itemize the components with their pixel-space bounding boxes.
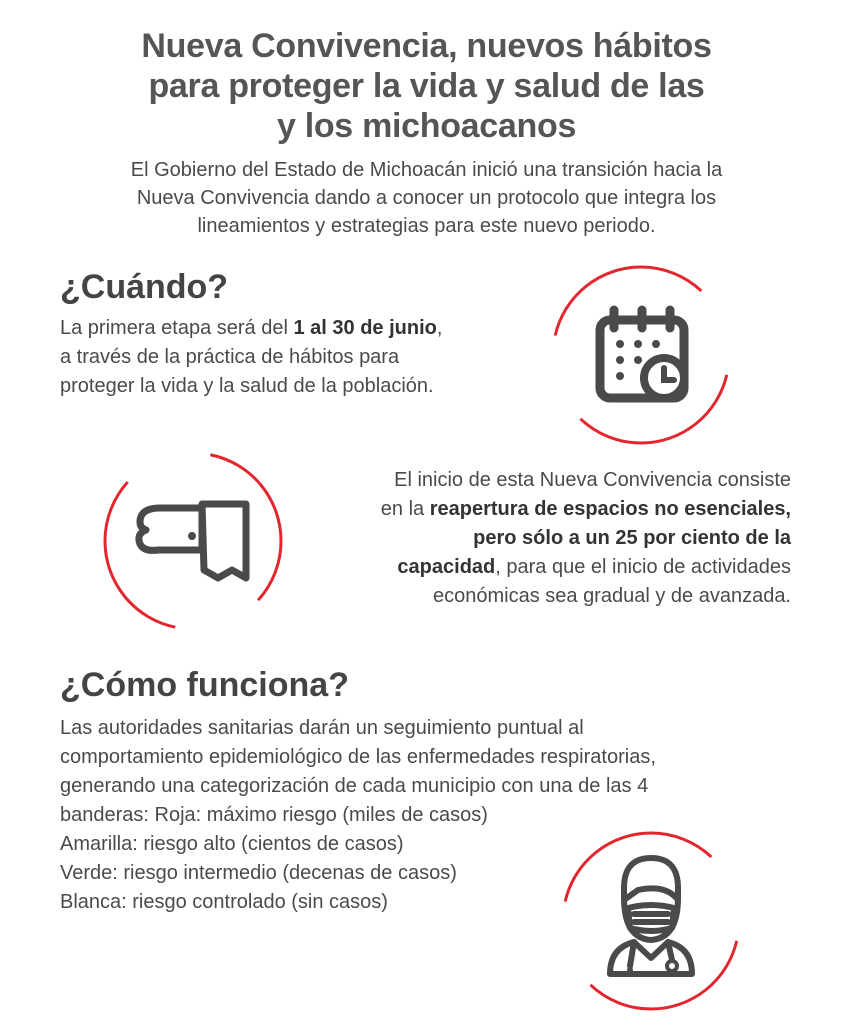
cuando-line-1-comma: ,	[436, 317, 443, 339]
como-line-7: Blanca: riesgo controlado (sin casos)	[60, 891, 388, 913]
cuando-line-1-text: La primera etapa será del	[60, 317, 294, 339]
inicio-line-5: económicas sea gradual y de avanzada.	[432, 585, 791, 607]
intro-paragraph	[0, 156, 853, 240]
inicio-line-4	[381, 553, 791, 582]
inicio-line-4-text: , para que el inicio de actividades	[495, 556, 791, 578]
cuando-line-3: proteger la vida y la salud de la población.	[60, 375, 434, 397]
cuando-line-1	[60, 314, 442, 343]
cuando-dates: 1 al 30 de junio	[293, 317, 437, 339]
inicio-line-2-bold: reapertura de espacios no esenciales,	[429, 498, 791, 520]
intro-line-2: Nueva Convivencia dando a conocer un protocolo que integra los	[136, 187, 717, 209]
inicio-line-1: El inicio de esta Nueva Convivencia consiste	[394, 469, 791, 491]
intro-line-3: lineamientos y estrategias para este nuevo periodo.	[197, 215, 656, 237]
cuando-line-2: a través de la práctica de hábitos para	[60, 346, 400, 368]
doctor-badge	[558, 828, 744, 1014]
como-line-1: Las autoridades sanitarias darán un seguimiento puntual al	[60, 717, 584, 739]
page-title	[0, 26, 853, 146]
doctor-mask-icon	[558, 828, 744, 1014]
como-line-6: Verde: riesgo intermedio (decenas de casos)	[60, 862, 457, 884]
title-line-3: y los michoacanos	[276, 107, 577, 145]
inicio-line-2	[381, 495, 791, 524]
title-line-1: Nueva Convivencia, nuevos hábitos	[141, 27, 712, 65]
como-line-5: Amarilla: riesgo alto (cientos de casos)	[60, 833, 404, 855]
como-heading: ¿Cómo funciona?	[60, 666, 349, 704]
como-line-3: generando una categorización de cada municipio con una de las 4	[60, 775, 649, 797]
inicio-line-4-bold: capacidad	[397, 556, 496, 578]
inicio-paragraph	[381, 466, 791, 611]
como-line-4: banderas: Roja: máximo riesgo (miles de casos)	[60, 804, 488, 826]
cuando-heading: ¿Cuándo?	[60, 268, 229, 306]
title-line-2: para proteger la vida y salud de las	[148, 67, 705, 105]
calendar-clock-icon	[548, 262, 734, 448]
hand-icon	[100, 448, 286, 634]
hand-badge	[100, 448, 286, 634]
cuando-paragraph	[60, 314, 442, 401]
inicio-line-3	[381, 524, 791, 553]
intro-line-1: El Gobierno del Estado de Michoacán inició una transición hacia la	[130, 159, 723, 181]
inicio-line-3-bold: pero sólo a un 25 por ciento de la	[473, 527, 791, 549]
inicio-line-2-text: en la	[380, 498, 430, 520]
calendar-badge	[548, 262, 734, 448]
como-line-2: comportamiento epidemiológico de las enfermedades respiratorias,	[60, 746, 656, 768]
